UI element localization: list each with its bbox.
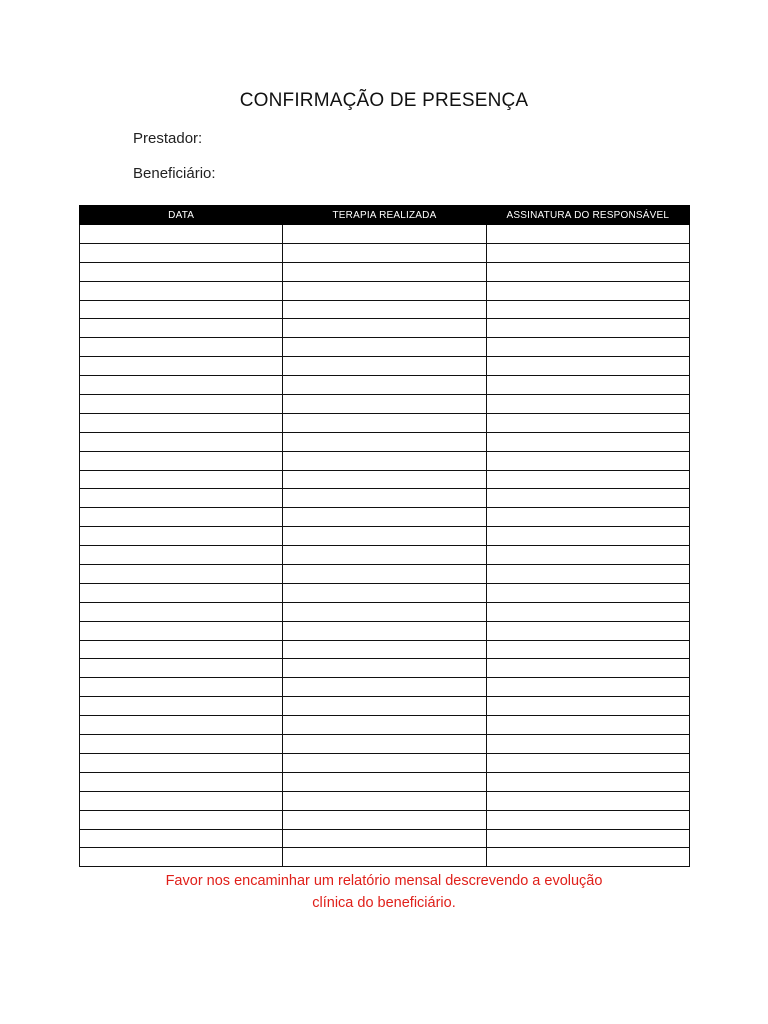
table-cell[interactable] <box>80 451 283 470</box>
table-cell[interactable] <box>486 659 689 678</box>
table-cell[interactable] <box>486 621 689 640</box>
table-row <box>80 697 690 716</box>
table-cell[interactable] <box>283 527 486 546</box>
table-cell[interactable] <box>283 640 486 659</box>
table-cell[interactable] <box>283 546 486 565</box>
table-cell[interactable] <box>486 772 689 791</box>
table-row <box>80 451 690 470</box>
table-cell[interactable] <box>80 772 283 791</box>
table-row <box>80 395 690 414</box>
table-cell[interactable] <box>80 602 283 621</box>
table-row <box>80 300 690 319</box>
table-cell[interactable] <box>283 829 486 848</box>
table-cell[interactable] <box>283 565 486 584</box>
table-header-row <box>80 206 690 225</box>
column-header-assinatura: ASSINATURA DO RESPONSÁVEL <box>486 206 689 225</box>
table-cell[interactable] <box>283 243 486 262</box>
table-row <box>80 470 690 489</box>
table-row <box>80 319 690 338</box>
table-cell[interactable] <box>283 357 486 376</box>
table-cell[interactable] <box>80 753 283 772</box>
table-row <box>80 583 690 602</box>
table-cell[interactable] <box>486 357 689 376</box>
table-cell[interactable] <box>80 735 283 754</box>
table-cell[interactable] <box>283 602 486 621</box>
beneficiario-label: Beneficiário: <box>133 165 216 182</box>
table-cell[interactable] <box>486 697 689 716</box>
table-cell[interactable] <box>283 716 486 735</box>
table-cell[interactable] <box>486 451 689 470</box>
table-cell[interactable] <box>486 489 689 508</box>
table-cell[interactable] <box>486 716 689 735</box>
table-cell[interactable] <box>486 678 689 697</box>
table-cell[interactable] <box>283 772 486 791</box>
table-row <box>80 621 690 640</box>
table-cell[interactable] <box>486 848 689 867</box>
table-cell[interactable] <box>283 300 486 319</box>
table-row <box>80 243 690 262</box>
table-row <box>80 357 690 376</box>
table-cell[interactable] <box>283 678 486 697</box>
table-body <box>80 225 690 867</box>
table-cell[interactable] <box>283 262 486 281</box>
table-cell[interactable] <box>486 225 689 244</box>
table-cell[interactable] <box>80 225 283 244</box>
table-cell[interactable] <box>486 319 689 338</box>
table-cell[interactable] <box>486 413 689 432</box>
table-row <box>80 489 690 508</box>
table-cell[interactable] <box>283 508 486 527</box>
table-cell[interactable] <box>80 810 283 829</box>
table-cell[interactable] <box>80 621 283 640</box>
footer-note-line-2: clínica do beneficiário. <box>312 895 456 911</box>
table-cell[interactable] <box>486 602 689 621</box>
table-cell[interactable] <box>80 848 283 867</box>
table-cell[interactable] <box>283 735 486 754</box>
table-cell[interactable] <box>80 262 283 281</box>
table-cell[interactable] <box>80 565 283 584</box>
table-cell[interactable] <box>486 753 689 772</box>
table-cell[interactable] <box>283 432 486 451</box>
table-cell[interactable] <box>486 300 689 319</box>
table-cell[interactable] <box>283 395 486 414</box>
table-cell[interactable] <box>486 432 689 451</box>
table-cell[interactable] <box>283 319 486 338</box>
table-cell[interactable] <box>486 376 689 395</box>
table-cell[interactable] <box>80 546 283 565</box>
table-cell[interactable] <box>283 697 486 716</box>
table-cell[interactable] <box>283 281 486 300</box>
table-row <box>80 735 690 754</box>
table-cell[interactable] <box>80 470 283 489</box>
table-cell[interactable] <box>80 829 283 848</box>
table-cell[interactable] <box>283 376 486 395</box>
table-cell[interactable] <box>486 565 689 584</box>
table-row <box>80 565 690 584</box>
table-row <box>80 546 690 565</box>
table-cell[interactable] <box>486 470 689 489</box>
table-cell[interactable] <box>283 791 486 810</box>
table-row <box>80 772 690 791</box>
table-cell[interactable] <box>80 376 283 395</box>
table-cell[interactable] <box>80 338 283 357</box>
table-row <box>80 829 690 848</box>
table-row <box>80 225 690 244</box>
table-row <box>80 432 690 451</box>
table-cell[interactable] <box>80 432 283 451</box>
table-cell[interactable] <box>80 697 283 716</box>
document-title: CONFIRMAÇÃO DE PRESENÇA <box>239 90 529 111</box>
table-cell[interactable] <box>283 753 486 772</box>
table-cell[interactable] <box>486 829 689 848</box>
table-row <box>80 281 690 300</box>
table-cell[interactable] <box>283 583 486 602</box>
footer-note <box>0 870 768 914</box>
table-row <box>80 527 690 546</box>
table-cell[interactable] <box>486 640 689 659</box>
table-cell[interactable] <box>283 659 486 678</box>
table-cell[interactable] <box>80 357 283 376</box>
table-cell[interactable] <box>80 640 283 659</box>
table-cell[interactable] <box>486 243 689 262</box>
table-cell[interactable] <box>80 281 283 300</box>
attendance-table <box>79 205 690 867</box>
table-cell[interactable] <box>486 508 689 527</box>
table-row <box>80 791 690 810</box>
table-cell[interactable] <box>283 848 486 867</box>
table-cell[interactable] <box>283 413 486 432</box>
table-cell[interactable] <box>80 319 283 338</box>
table-cell[interactable] <box>283 810 486 829</box>
table-cell[interactable] <box>283 225 486 244</box>
table-cell[interactable] <box>80 678 283 697</box>
table-cell[interactable] <box>80 489 283 508</box>
table-cell[interactable] <box>80 395 283 414</box>
table-cell[interactable] <box>486 810 689 829</box>
table-cell[interactable] <box>486 527 689 546</box>
column-header-data: DATA <box>80 206 283 225</box>
table-cell[interactable] <box>486 791 689 810</box>
table-cell[interactable] <box>80 659 283 678</box>
table-cell[interactable] <box>80 716 283 735</box>
column-header-terapia: TERAPIA REALIZADA <box>283 206 486 225</box>
table-cell[interactable] <box>80 791 283 810</box>
footer-note-line-1: Favor nos encaminhar um relatório mensal descrevendo a evolução <box>165 873 603 889</box>
table-row <box>80 810 690 829</box>
prestador-label: Prestador: <box>133 130 203 147</box>
table-cell[interactable] <box>283 489 486 508</box>
table-cell[interactable] <box>486 395 689 414</box>
table-cell[interactable] <box>283 451 486 470</box>
table-row <box>80 716 690 735</box>
table-row <box>80 640 690 659</box>
table-cell[interactable] <box>80 243 283 262</box>
table-row <box>80 659 690 678</box>
table-row <box>80 376 690 395</box>
table-row <box>80 753 690 772</box>
table-cell[interactable] <box>283 621 486 640</box>
table-cell[interactable] <box>486 262 689 281</box>
table-row <box>80 848 690 867</box>
table-row <box>80 602 690 621</box>
table-row <box>80 262 690 281</box>
table-row <box>80 413 690 432</box>
table-cell[interactable] <box>486 546 689 565</box>
table-cell[interactable] <box>80 300 283 319</box>
table-cell[interactable] <box>486 281 689 300</box>
table-cell[interactable] <box>486 338 689 357</box>
table-cell[interactable] <box>283 470 486 489</box>
table-cell[interactable] <box>80 583 283 602</box>
table-cell[interactable] <box>80 508 283 527</box>
table-row <box>80 678 690 697</box>
table-cell[interactable] <box>80 413 283 432</box>
table-cell[interactable] <box>283 338 486 357</box>
table-cell[interactable] <box>486 583 689 602</box>
table-cell[interactable] <box>486 735 689 754</box>
table-row <box>80 338 690 357</box>
table-cell[interactable] <box>80 527 283 546</box>
table-row <box>80 508 690 527</box>
